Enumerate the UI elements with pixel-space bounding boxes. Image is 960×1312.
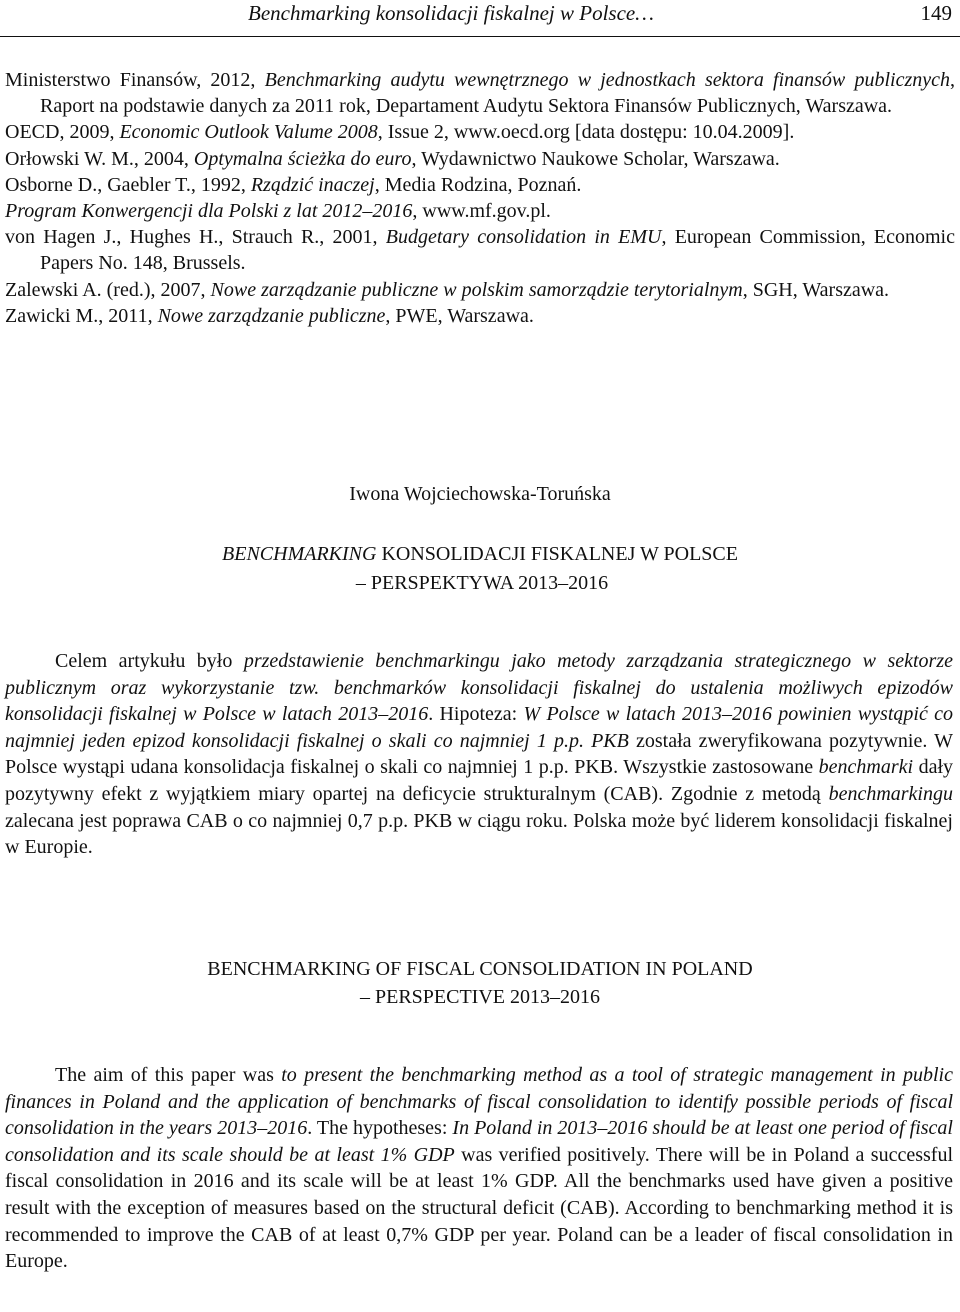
ref-title: Nowe zarządzanie publiczne w polskim samorządzie terytorialnym (210, 278, 743, 301)
ref-title: Nowe zarządzanie publiczne (157, 304, 386, 327)
abstract-emphasis: benchmarki (818, 756, 914, 779)
ref-text: Ministerstwo Finansów, 2012, (5, 69, 265, 91)
title-pl-rest: KONSOLIDACJI FISKALNEJ W POLSCE (376, 543, 738, 565)
ref-text: von Hagen J., Hughes H., Strauch R., 2001, (5, 226, 386, 249)
article-title-en (0, 955, 960, 1011)
ref-title: Optymalna ścieżka do euro (193, 147, 412, 170)
reference-list (5, 67, 955, 329)
reference-item (5, 277, 955, 303)
ref-text: Osborne D., Gaebler T., 1992, (5, 173, 251, 196)
ref-text: , Raport na podstawie danych za 2011 rok, Departament Audytu Sektora Finansów Publicznych, Warszawa. (40, 69, 955, 118)
abstract-emphasis: to present the benchmarking method as a tool of strategic management in public finances in Poland and the application of benchmarks of fiscal consolidation to identify possible periods of fiscal consolidation in the years 2013–2016 (5, 1064, 953, 1140)
ref-title: Benchmarking audytu wewnętrznego w jednostkach sektora finansów publicznych (264, 69, 950, 91)
ref-text: , www.mf.gov.pl. (412, 200, 551, 223)
ref-text: , Media Rodzina, Poznań. (374, 173, 582, 196)
abstract-pl (5, 648, 953, 861)
ref-text: Zawicki M., 2011, (5, 304, 158, 327)
abstract-text: The aim of this paper was (55, 1064, 282, 1086)
abstract-pl-paragraph (5, 648, 953, 861)
abstract-en (5, 1062, 953, 1275)
reference-item (5, 303, 955, 329)
abstract-emphasis: W Polsce w latach 2013–2016 powinien wystąpić co najmniej jeden epizod konsolidacji fiskalnej o skali co najmniej 1 p.p. PKB (5, 703, 953, 752)
abstract-emphasis: benchmarkingu (828, 782, 953, 805)
ref-text: , European Commission, Economic Papers No. 148, Brussels. (40, 226, 955, 275)
ref-text: , PWE, Warszawa. (385, 304, 534, 327)
ref-text: , SGH, Warszawa. (742, 278, 890, 301)
ref-title: Rządzić inaczej (250, 173, 375, 196)
title-en-line1: BENCHMARKING OF FISCAL CONSOLIDATION IN POLAND (207, 958, 753, 980)
reference-item (5, 198, 955, 224)
abstract-text: . Hipoteza: (428, 703, 524, 726)
abstract-text: dały pozytywny efekt z wyjątkiem miary opartej na deficycie strukturalnym (CAB). Zgodnie z metodą (5, 756, 954, 805)
reference-item (5, 224, 955, 276)
ref-text: , Issue 2, www.oecd.org [data dostępu: 10.04.2009]. (377, 121, 795, 144)
page-number: 149 (920, 1, 952, 25)
title-pl-italic: BENCHMARKING (222, 543, 377, 565)
title-pl-line2: – PERSPEKTYWA 2013–2016 (355, 572, 609, 594)
reference-item (5, 146, 955, 172)
abstract-text: została zweryfikowana pozytywnie. W Polsce wystąpi udana konsolidacja fiskalnej o skali co najmniej 1 p.p. PKB. Wszystkie zastosowane (5, 729, 953, 779)
ref-title: Program Konwergencji dla Polski z lat 2012–2016 (5, 200, 413, 223)
ref-title: Budgetary consolidation in EMU (385, 226, 662, 249)
ref-text: Orłowski W. M., 2004, (5, 147, 194, 170)
abstract-text: was verified positively. There will be in Poland a successful fiscal consolidation in 2016 and its scale will be at least 1% GDP. All the benchmarks used have given a positive result with the exception of measures based on the structural deficit (CAB). According to benchmarking method it is recommended to improve the CAB of at least 0,7% GDP per year. Poland can be a leader of fiscal consolidation in Europe. (5, 1143, 953, 1273)
running-title: Benchmarking konsolidacji fiskalnej w Polsce… (248, 1, 654, 25)
ref-text: , Wydawnictwo Naukowe Scholar, Warszawa. (411, 147, 780, 170)
ref-text: Zalewski A. (red.), 2007, (5, 278, 211, 301)
abstract-text: Celem artykułu było (55, 650, 244, 672)
reference-item (5, 119, 955, 145)
article-author: Iwona Wojciechowska-Toruńska (349, 483, 611, 505)
abstract-emphasis: przedstawienie benchmarkingu jako metody zarządzania strategicznego w sektorze publicznym oraz wykorzystanie tzw. benchmarków konsolidacji fiskalnej do ustalenia możliwych epizodów konsolidacji fiskalnej w Polsce w latach 2013–2016 (5, 650, 953, 726)
abstract-en-paragraph (5, 1062, 953, 1275)
title-pl-line1 (0, 540, 960, 569)
abstract-text: zalecana jest poprawa CAB o co najmniej 0,7 p.p. PKB w ciągu roku. Polska może być liderem konsolidacji fiskalnej w Europie. (5, 809, 953, 859)
abstract-emphasis: In Poland in 2013–2016 should be at least one period of fiscal consolidation and its scale should be at least 1% GDP (5, 1117, 953, 1166)
ref-title: Economic Outlook Valume 2008 (119, 121, 378, 144)
ref-text: OECD, 2009, (5, 121, 120, 144)
title-en-line2: – PERSPECTIVE 2013–2016 (359, 986, 601, 1008)
abstract-text: . The hypotheses: (307, 1117, 453, 1140)
page-header (0, 0, 960, 37)
article-title-pl (0, 540, 960, 598)
reference-item (5, 67, 955, 119)
reference-item (5, 172, 955, 198)
